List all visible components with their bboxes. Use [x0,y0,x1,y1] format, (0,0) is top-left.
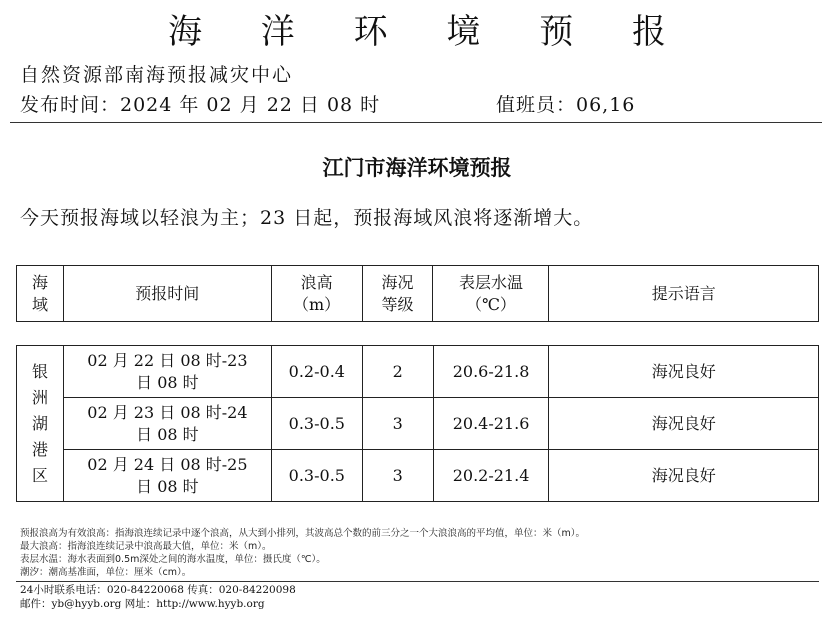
forecast-table-header [16,265,819,322]
tip-cell: 海况良好 [549,346,819,398]
wave-cell: 0.3-0.5 [271,450,362,502]
region-cell: 银洲湖港区 [17,346,64,502]
level-cell: 3 [362,398,433,450]
table-row [17,346,819,398]
footer-divider [16,581,819,582]
organization-name: 自然资源部南海预报减灾中心 [20,64,294,86]
header-divider [10,122,822,123]
col-header-sea: 海域 [17,266,64,322]
col-header-level: 海况等级 [362,266,433,322]
level-cell: 3 [362,450,433,502]
note-wave-height: 预报浪高为有效浪高：指海浪连续记录中逐个浪高，从大到小排列，其波高总个数的前三分之一个大浪浪高的平均值，单位：米（m）。 [20,528,586,539]
forecast-table-body [16,345,819,502]
level-cell: 2 [362,346,433,398]
time-cell: 02 月 24 日 08 时-25 日 08 时 [63,450,271,502]
time-cell: 02 月 23 日 08 时-24 日 08 时 [63,398,271,450]
contact-phone: 24小时联系电话：020-84220068 传真：020-84220098 [20,584,296,596]
temp-cell: 20.2-21.4 [433,450,549,502]
note-tide: 潮汐：潮高基准面，单位：厘米（cm）。 [20,567,192,578]
wave-cell: 0.2-0.4 [271,346,362,398]
contact-web: 邮件：yb@hyyb.org 网址：http://www.hyyb.org [20,598,265,610]
table-row [17,450,819,502]
table-header-row [17,266,819,322]
note-water-temp: 表层水温：海水表面到0.5m深处之间的海水温度，单位：摄氏度（℃）。 [20,554,326,565]
tip-cell: 海况良好 [549,450,819,502]
issue-time: 发布时间：2024 年 02 月 22 日 08 时 [20,94,381,116]
forecast-summary: 今天预报海域以轻浪为主；23 日起，预报海域风浪将逐渐增大。 [20,207,594,229]
duty-staff: 值班员：06,16 [496,94,636,116]
temp-cell: 20.6-21.8 [433,346,549,398]
wave-cell: 0.3-0.5 [271,398,362,450]
table-row [17,398,819,450]
document-title: 海 洋 环 境 预 报 [167,12,691,52]
time-cell: 02 月 22 日 08 时-23 日 08 时 [63,346,271,398]
temp-cell: 20.4-21.6 [433,398,549,450]
note-max-wave: 最大浪高：指海浪连续记录中浪高最大值，单位：米（m）。 [20,541,272,552]
tip-cell: 海况良好 [549,398,819,450]
col-header-wave: 浪高（m） [271,266,362,322]
forecast-title: 江门市海洋环境预报 [322,155,512,180]
col-header-tip: 提示语言 [549,266,819,322]
col-header-temp: 表层水温（℃） [433,266,549,322]
col-header-time: 预报时间 [63,266,271,322]
